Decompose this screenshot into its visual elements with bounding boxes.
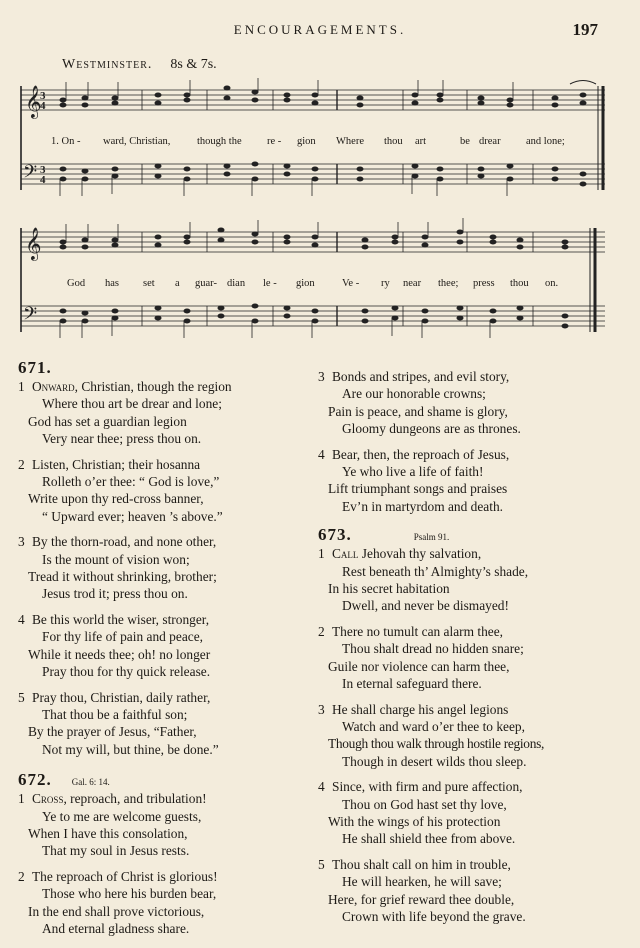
verse-number: 3 [18,534,25,550]
first-word: Onward, [32,379,79,394]
hymn-number-text: 672. [18,770,52,790]
verse-line: Tread it without shrinking, brother; [28,569,217,585]
verse-number: 2 [18,868,25,884]
verse-line: While it needs thee; oh! no longer [28,646,211,662]
hymn-number [18,770,308,790]
music-system-1 [15,78,610,206]
lyric-syllable: ward, Christian, [103,136,171,147]
verse-line: Rest beneath th’ Almighty’s shade, [342,563,529,579]
verse-line: Pain is peace, and shame is glory, [328,403,508,419]
verse-line: Is the mount of vision won; [42,551,190,567]
verse [18,689,308,759]
verse-line: Very near thee; press thou on. [42,431,202,447]
lyric-syllable: gion [296,278,315,289]
lyric-syllable: 1. On - [51,136,81,147]
music-system-2 [15,218,610,346]
verse-line: Pray thou for thy quick release. [42,664,211,680]
verse [318,446,628,516]
svg-text:𝄢: 𝄢 [23,162,38,187]
svg-text:𝄢: 𝄢 [23,304,38,329]
verse-number: 4 [18,611,25,627]
lyric-syllable: art [415,136,427,147]
verse-line: God has set a guardian legion [28,413,187,429]
verse-number: 4 [318,779,325,795]
verse-number: 2 [18,456,25,472]
hymn-number-text: 673. [318,525,352,545]
lyric-syllable: re - [267,136,282,147]
verse-line: Watch and ward o’er thee to keep, [342,718,525,734]
verse-line: Listen, Christian; their hosanna [32,456,201,472]
left-column [18,358,308,945]
verse-line: Ye to me are welcome guests, [42,808,202,824]
verse-line: “ Upward ever; heaven ’s above.” [42,508,223,524]
verse-number: 2 [318,623,325,639]
verse-line: Bear, then, the reproach of Jesus, [332,446,510,462]
lyric-syllable: le - [263,278,277,289]
verse-line: Where thou art be drear and lone; [42,396,222,412]
verse-line: He shall charge his angel legions [332,701,509,717]
verse [318,778,628,848]
verse-number: 3 [318,369,325,384]
verse [318,856,628,926]
verse [18,790,308,860]
verse-line: Gloomy dungeons are as thrones. [342,421,521,437]
verse-line: Since, with firm and pure affection, [332,779,523,795]
lyric-syllable: dian [227,278,246,289]
lyric-syllable: a [175,278,180,289]
lyric-syllable: gion [297,136,316,147]
first-word: Call [332,546,359,562]
verse-line: Thou shalt dread no hidden snare; [342,641,524,657]
verse-line: Rolleth o’er thee: “ God is love,” [42,474,220,490]
verse-number: 1 [18,791,25,807]
verse-line: Though in desert wilds thou sleep. [342,753,527,769]
verse-line: In the end shall prove victorious, [28,903,205,919]
svg-text:3: 3 [40,90,46,102]
lyric-syllable: though the [197,136,242,147]
lyric-syllable: Ve - [342,278,360,289]
verse-line: Are our honorable crowns; [342,386,486,402]
verse-line: Bonds and stripes, and evil story, [332,369,510,384]
lyric-syllable: thou [510,278,529,289]
verse-line: Crown with life beyond the grave. [342,908,526,924]
verse-line: reproach, and tribulation! [66,791,207,807]
lyric-syllable: press [473,278,495,289]
verse-line: With the wings of his protection [328,813,501,829]
svg-text:3: 3 [40,164,46,176]
verse-line: By the thorn-road, and none other, [32,534,217,550]
svg-text:4: 4 [40,174,46,186]
lyric-syllable: ry [381,278,390,289]
svg-text:𝄞: 𝄞 [25,85,42,118]
lyric-syllable: God [67,278,86,289]
tune-meter: 8s & 7s. [170,57,217,72]
lyric-syllable: Where [336,136,364,147]
verse-line: He shall shield thee from above. [342,831,516,847]
verse [318,368,628,438]
lyric-syllable: thou [384,136,403,147]
lyric-syllable: on. [545,278,559,289]
right-column [318,368,628,933]
verse-number: 5 [18,689,25,705]
verse [18,533,308,603]
verse [318,545,628,615]
hymn-number [318,525,628,545]
first-word: Cross, [32,791,67,807]
lyric-syllable: be [460,136,470,147]
verse-line: Thou shalt call on him in trouble, [332,856,511,872]
svg-text:𝄞: 𝄞 [25,227,42,260]
verse-line: He will hearken, he will save; [342,874,502,890]
verse-line: That thou be a faithful son; [42,706,188,722]
verse-line: Lift triumphant songs and praises [328,481,508,497]
verse-line: In eternal safeguard there. [342,676,482,692]
verse-line: Dwell, and never be dismayed! [342,598,509,614]
verse [318,701,628,771]
scripture-reference: Gal. 6: 14. [71,777,110,788]
svg-text:4: 4 [40,100,46,112]
verse-line: For thy life of pain and peace, [42,629,204,645]
verse-line: Here, for grief reward thee double, [328,891,515,907]
verse-number: 3 [318,701,325,717]
verse-line: Pray thou, Christian, daily rather, [32,689,211,705]
tune-title [62,57,217,73]
verse-line: In his secret habitation [328,581,450,597]
lyric-syllable: guar- [195,278,217,289]
verse-line: Write upon thy red-cross banner, [28,491,204,507]
scripture-reference: Psalm 91. [413,532,450,543]
verse [318,623,628,693]
verse-line: Jesus trod it; press thou on. [42,586,188,602]
lyric-syllable: and lone; [526,136,565,147]
verse-line: Thou on God hast set thy love, [342,796,507,812]
verse-line: That my soul in Jesus rests. [42,843,190,859]
verse-line: By the prayer of Jesus, “Father, [28,724,197,740]
lyric-syllable: near [403,278,422,289]
verse-number: 4 [318,446,325,462]
verse [18,378,308,448]
hymn-number: 671. [18,358,52,377]
verse-number: 1 [18,379,25,394]
verse-line: Not my will, but thine, be done.” [42,741,219,757]
verse-line: And eternal gladness share. [42,920,190,936]
verse-line: Be this world the wiser, stronger, [32,611,210,627]
verse-number: 5 [318,856,325,872]
verse-line: Jehovah thy salvation, [358,546,482,562]
verse-line: Ev’n in martyrdom and death. [342,498,504,514]
verse-number: 1 [318,546,325,562]
running-head: ENCOURAGEMENTS. [233,22,407,37]
page-number: 197 [572,20,598,39]
verse-line: Christian, though the region [78,379,232,394]
verse-line: There no tumult can alarm thee, [332,623,504,639]
verse-line: Guile nor violence can harm thee, [328,658,510,674]
lyric-syllable: set [143,278,155,289]
lyric-syllable: thee; [438,278,459,289]
verse-line: Those who here his burden bear, [42,886,217,902]
verse-line: When I have this consolation, [28,825,188,841]
verse-line: Though thou walk through hostile regions, [328,736,545,752]
verse [18,456,308,526]
verse [18,868,308,938]
lyric-syllable: has [105,278,119,289]
lyric-syllable: drear [479,136,501,147]
verse-line: Ye who live a life of faith! [342,464,484,480]
verse [18,611,308,681]
verse-line: The reproach of Christ is glorious! [32,868,218,884]
tune-name: Westminster. [62,57,153,72]
